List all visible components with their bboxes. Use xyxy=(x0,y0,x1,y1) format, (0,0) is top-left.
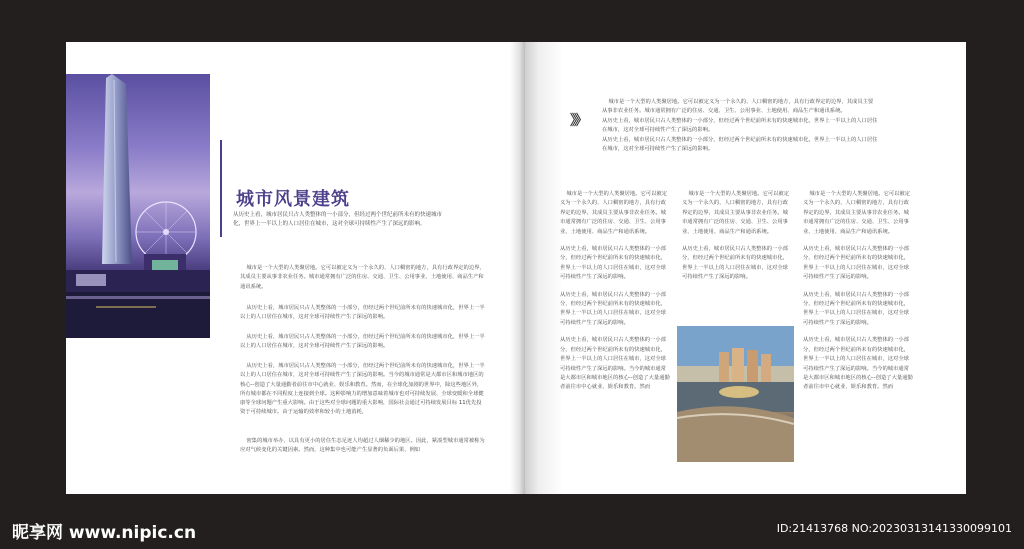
right-top-block xyxy=(602,98,878,154)
left-paragraph-2: 从历史上看，城市居民只占人类整体的一小部分，但经过两个世纪前所未有的快速城市化，世界上一半以上的人口居住在城市，这对全球可持续性产生了深远的影响。 xyxy=(240,305,485,321)
col3-paragraph-2: 从历史上看，城市居民只占人类整体的一小部分，但经过两个世纪前所未有的快速城市化，世界上一半以上的人口居住在城市，这对全球可持续性产生了深远的影响。 xyxy=(803,246,909,281)
left-paragraph-5: 密集的城市举办，以具有更小的居住生态足迹人均超过人烟稀少的地区。因此，紧凑型城市通常被称为应对气候变化的关键因素。然而，这种集中也可能产生显著的负面后果，例如 xyxy=(240,438,485,454)
title-accent-bar xyxy=(220,140,222,237)
city-skyline-illustration xyxy=(66,74,210,338)
col3-paragraph-3: 从历史上看，城市居民只占人类整体的一小部分，但经过两个世纪前所未有的快速城市化，世界上一半以上的人口居住在城市，这对全球可持续性产生了深远的影响。 xyxy=(803,291,909,326)
top-paragraph-3: 从历史上看，城市居民只占人类整体的一小部分，但经过两个世纪前所未有的快速城市化，世界上一半以上的人口居住在城市，这对全球可持续性产生了深远的影响。 xyxy=(602,136,878,153)
left-paragraph-3: 从历史上看，城市居民只占人类整体的一小部分，但经过两个世纪前所未有的快速城市化，世界上一半以上的人口居住在城市，这对全球可持续性产生了深远的影响。 xyxy=(240,334,485,350)
chevron-arrows-icon: 》》 xyxy=(570,113,585,129)
watermark-id: ID:21413768 NO:20230313141330099101 xyxy=(776,522,1012,535)
city-skyline-photo xyxy=(66,74,210,338)
beach-resort-photo xyxy=(677,326,794,462)
watermark-logo: 昵享网 www.nipic.cn xyxy=(12,523,197,543)
beach-resort-illustration xyxy=(677,326,794,462)
left-paragraph-1: 城市是一个大型的人类聚居地。它可以被定义为一个永久的、人口稠密的地方，具有行政界定的边界，其成员主要从事非农业任务。城市通常拥有广泛的住房、交通、卫生、公用事业、土地使用、商品生产和通讯系统。 xyxy=(240,265,485,290)
top-paragraph-2: 从历史上看，城市居民只占人类整体的一小部分，但经过两个世纪前所未有的快速城市化，世界上一半以上的人口居住在城市，这对全球可持续性产生了深远的影响。 xyxy=(602,117,878,134)
col1-paragraph-2: 从历史上看，城市居民只占人类整体的一小部分，但经过两个世纪前所未有的快速城市化，世界上一半以上的人口居住在城市，这对全球可持续性产生了深远的影响。 xyxy=(560,246,666,281)
col1-paragraph-4: 从历史上看，城市居民只占人类整体的一小部分，但经过两个世纪前所未有的快速城市化，世界上一半以上的人口居住在城市，这对全球可持续性产生了深远的影响。当今的城市通常是大都市区和城市地区的核心--创造了大量通勤者前往市中心就业、娱乐和教育。然而 xyxy=(560,337,670,391)
right-column-1 xyxy=(560,190,670,401)
col2-paragraph-1: 城市是一个大型的人类聚居地。它可以被定义为一个永久的、人口稠密的地方，具有行政界定的边界，其成员主要从事非农业任务。城市通常拥有广泛的住房、交通、卫生、公用事业、土地使用、商品生产和通讯系统。 xyxy=(682,191,790,235)
col1-paragraph-3: 从历史上看，城市居民只占人类整体的一小部分，但经过两个世纪前所未有的快速城市化，世界上一半以上的人口居住在城市，这对全球可持续性产生了深远的影响。 xyxy=(560,291,666,326)
right-column-3 xyxy=(803,190,914,401)
right-column-2 xyxy=(682,190,793,291)
col3-paragraph-1: 城市是一个大型的人类聚居地。它可以被定义为一个永久的、人口稠密的地方，具有行政界定的边界，其成员主要从事非农业任务。城市通常拥有广泛的住房、交通、卫生、公用事业、土地使用、商品生产和通讯系统。 xyxy=(803,191,911,235)
page-subtitle: 从历史上看，城市居民只占人类整体的一小部分，但经过两个世纪前所未有的快速城市化，世界上一半以上的人口居住在城市，这对全球可持续性产生了深远的影响。 xyxy=(233,212,443,227)
left-paragraph-4: 从历史上看，城市居民只占人类整体的一小部分，但经过两个世纪前所未有的快速城市化，世界上一半以上的人口居住在城市，这对全球可持续性产生了深远的影响。当今的城市通常是大都市区和城市地区的核心--创造了大量通勤者前往市中心就业、娱乐和教育。然而，在全球化加剧的世界中，除这些地区外，所有城市都在不同程度上连接到全球。这种影响力的增加意味着城市也对可持续发展、全球变暖和全球健康等全球问题产生重大影响。由于这些对全球问题的重大影响，国际社会通过可持续发展目标 11优先投资于可持续城市。由于运输的效率和较小的土地消耗， xyxy=(240,363,485,416)
book-spine xyxy=(510,42,525,494)
col2-paragraph-2: 从历史上看，城市居民只占人类整体的一小部分，但经过两个世纪前所未有的快速城市化，世界上一半以上的人口居住在城市，这对全球可持续性产生了深远的影响。 xyxy=(682,246,788,281)
col1-paragraph-1: 城市是一个大型的人类聚居地。它可以被定义为一个永久的、人口稠密的地方，具有行政界定的边界，其成员主要从事非农业任务。城市通常拥有广泛的住房、交通、卫生、公用事业、土地使用、商品生产和通讯系统。 xyxy=(560,191,668,235)
page-title: 城市风景建筑 xyxy=(236,189,350,210)
col3-paragraph-4: 从历史上看，城市居民只占人类整体的一小部分，但经过两个世纪前所未有的快速城市化，世界上一半以上的人口居住在城市，这对全球可持续性产生了深远的影响。当今的城市通常是大都市区和城市地区的核心--创造了大量通勤者前往市中心就业、娱乐和教育。然而 xyxy=(803,337,913,391)
top-paragraph-1: 城市是一个大型的人类聚居地。它可以被定义为一个永久的、人口稠密的地方，具有行政界定的边界，其成员主要从事非农业任务。城市通常拥有广泛的住房、交通、卫生、公用事业、土地使用、商品生产和通讯系统。 xyxy=(602,99,874,115)
